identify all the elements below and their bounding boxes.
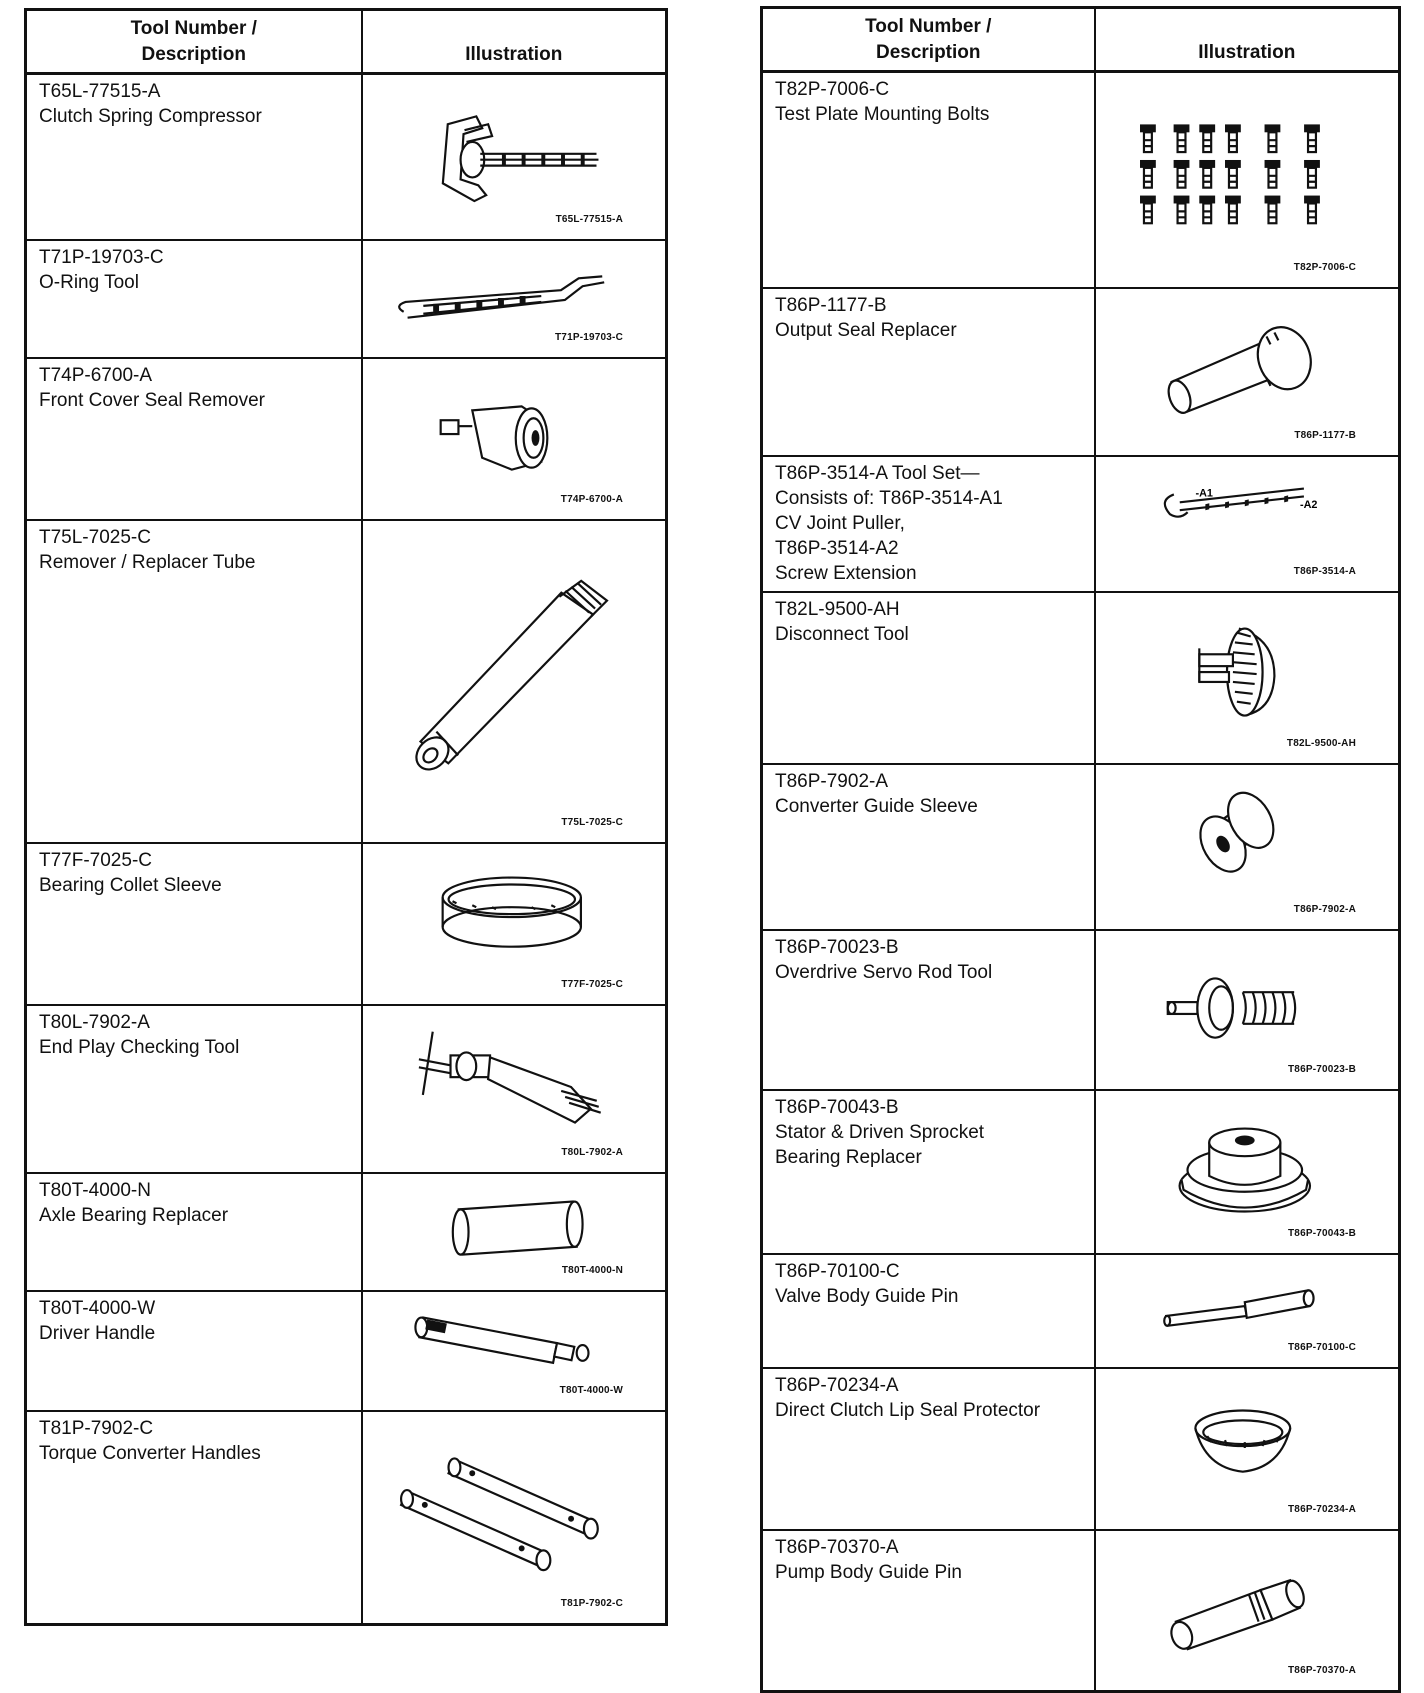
tools-table-left [24,8,668,1626]
tool-description: End Play Checking Tool [39,1036,240,1058]
tool-description-cell [762,930,1095,1090]
tool-description-cell [762,456,1095,592]
tool-number: T81P-7902-C [39,1417,154,1439]
tool-number: T86P-70100-C [775,1260,900,1282]
illustration-caption: T71P-19703-C [555,331,623,343]
illustration-cell [362,1291,667,1411]
tool-description-cell [26,520,362,843]
tool-number: T86P-7902-A [775,770,889,792]
tool-number: T86P-70023-B [775,936,899,958]
table-row [762,1530,1400,1692]
table-row [762,764,1400,930]
bolt-icon [1264,196,1280,224]
tool-description-cell [26,1291,362,1411]
tool-description-cell [762,1254,1095,1368]
bolt-icon [1199,196,1215,224]
illustration-caption: T86P-70234-A [1288,1503,1356,1515]
bolt-icon [1304,196,1320,224]
bolt-icon [1264,124,1280,152]
table-header-row [26,10,667,74]
illustration-cell [362,74,667,240]
tool-description: Axle Bearing Replacer [39,1204,229,1226]
table-row [762,72,1400,288]
tool-number: T74P-6700-A [39,364,153,386]
illustration-cell [1095,456,1400,592]
tool-number: T80T-4000-N [39,1179,151,1201]
tool-number: T65L-77515-A [39,81,161,102]
illustration-caption: T80L-7902-A [561,1146,623,1158]
illustration-caption: T86P-7902-A [1293,903,1356,915]
tool-number: T80T-4000-W [39,1297,156,1319]
tool-description-cell [762,288,1095,456]
bolt-icon [1199,160,1215,188]
illustration-cell [1095,764,1400,930]
tool-description-cell [26,843,362,1005]
illustration-header: Illustration [1095,8,1400,72]
tool-description: O-Ring Tool [39,271,139,293]
illustration-caption: T86P-3514-A [1293,565,1356,577]
tools-table-right [760,6,1401,1693]
tool-description: Converter Guide Sleeve [775,795,978,817]
tool-description: Direct Clutch Lip Seal Protector [775,1399,1041,1421]
illustration-cell [362,843,667,1005]
illustration-cell [1095,1368,1400,1530]
part-label-a1: -A1 [1195,486,1213,499]
illustration-header: Illustration [362,10,667,74]
tool-description-cell [762,592,1095,764]
tool-description: Disconnect Tool [775,623,909,645]
tool-description: Pump Body Guide Pin [775,1561,962,1583]
table-row [762,1254,1400,1368]
table-row [26,74,667,240]
illustration-caption: T86P-70100-C [1288,1341,1356,1353]
illustration-caption: T82P-7006-C [1293,261,1356,273]
replacer-tube-icon [363,521,666,842]
tool-description-cell [762,1090,1095,1254]
tool-description: Front Cover Seal Remover [39,389,265,411]
tool-description-cell [26,1411,362,1625]
tool-description: Screw Extension [775,562,917,584]
tool-description: Remover / Replacer Tube [39,551,256,573]
bolt-icon [1173,196,1189,224]
bolt-icon [1304,160,1320,188]
tool-description: Test Plate Mounting Bolts [775,104,990,125]
illustration-caption: T86P-70043-B [1288,1227,1356,1239]
tool-number: T77F-7025-C [39,849,152,871]
bolt-icon [1140,124,1156,152]
illustration-caption: T80T-4000-W [559,1384,623,1396]
tool-description-cell [762,1368,1095,1530]
illustration-cell [362,240,667,358]
table-row [762,1368,1400,1530]
tool-number: T82L-9500-AH [775,598,900,620]
bolt-icon [1173,124,1189,152]
illustration-caption: T82L-9500-AH [1286,737,1356,749]
table-row [26,1005,667,1173]
tool-description-cell [26,240,362,358]
illustration-caption: T86P-1177-B [1294,429,1356,441]
tool-description-cell [26,1173,362,1291]
tool-number: T86P-3514-A Tool Set— [775,462,980,484]
table-row [26,240,667,358]
tool-number: T86P-70234-A [775,1374,899,1396]
tool-description: Clutch Spring Compressor [39,106,262,127]
tool-description: Overdrive Servo Rod Tool [775,961,993,983]
tool-number: T80L-7902-A [39,1011,150,1033]
tool-number: T86P-1177-B [775,294,887,316]
illustration-cell [362,1411,667,1625]
illustration-cell [1095,930,1400,1090]
illustration-cell [1095,592,1400,764]
bolt-icon [1140,160,1156,188]
tool-description-cell [762,1530,1095,1692]
tool-description: Output Seal Replacer [775,319,957,341]
tool-number: T86P-70370-A [775,1536,899,1558]
table-row [26,843,667,1005]
tool-number-header: Tool Number / Description [762,8,1095,72]
table-row [26,1411,667,1625]
bolt-icon [1140,196,1156,224]
illustration-cell [1095,72,1400,288]
illustration-cell [362,520,667,843]
illustration-cell [1095,288,1400,456]
illustration-cell [1095,1090,1400,1254]
illustration-caption: T80T-4000-N [561,1264,623,1276]
illustration-caption: T77F-7025-C [561,978,623,990]
bolt-icon [1304,124,1320,152]
table-header-row [762,8,1400,72]
tool-description: Torque Converter Handles [39,1442,261,1464]
bolt-icon [1225,160,1241,188]
bolt-icon [1225,196,1241,224]
tool-description: T86P-3514-A2 [775,537,899,559]
table-row [26,1291,667,1411]
tool-description: Valve Body Guide Pin [775,1285,959,1307]
table-row [762,592,1400,764]
illustration-cell [1095,1530,1400,1692]
illustration-caption: T86P-70370-A [1288,1665,1356,1676]
illustration-caption: T75L-7025-C [561,816,623,828]
tool-description-cell [26,74,362,240]
tool-description-cell [762,764,1095,930]
mounting-bolts-icon [1096,73,1399,287]
bolt-icon [1264,160,1280,188]
tool-number: T86P-70043-B [775,1096,899,1118]
tool-number-header: Tool Number / Description [26,10,362,74]
tool-description: Bearing Replacer [775,1146,922,1168]
illustration-caption: T74P-6700-A [560,493,623,505]
tool-description: Stator & Driven Sprocket [775,1121,985,1143]
tool-description-cell [762,72,1095,288]
table-row [26,358,667,520]
illustration-cell [362,358,667,520]
tool-number: T71P-19703-C [39,246,164,268]
table-row [762,1090,1400,1254]
table-row [762,930,1400,1090]
table-row [26,1173,667,1291]
tool-description-cell [26,1005,362,1173]
illustration-cell [1095,1254,1400,1368]
tool-description: Bearing Collet Sleeve [39,874,222,896]
tool-number: T82P-7006-C [775,79,890,100]
bolt-icon [1199,124,1215,152]
part-label-a2: -A2 [1299,498,1317,511]
illustration-caption: T81P-7902-C [560,1598,623,1609]
converter-handles-icon [363,1412,666,1624]
tool-description: CV Joint Puller, [775,512,905,534]
illustration-caption: T86P-70023-B [1288,1063,1356,1075]
tool-description-cell [26,358,362,520]
tool-description: Driver Handle [39,1322,156,1344]
illustration-cell [362,1173,667,1291]
table-row [26,520,667,843]
illustration-caption: T65L-77515-A [555,213,623,225]
table-row [762,456,1400,592]
tool-number: T75L-7025-C [39,526,151,548]
tool-description: Consists of: T86P-3514-A1 [775,487,1003,509]
bolt-icon [1225,124,1241,152]
table-row [762,288,1400,456]
illustration-cell [362,1005,667,1173]
bolt-icon [1173,160,1189,188]
